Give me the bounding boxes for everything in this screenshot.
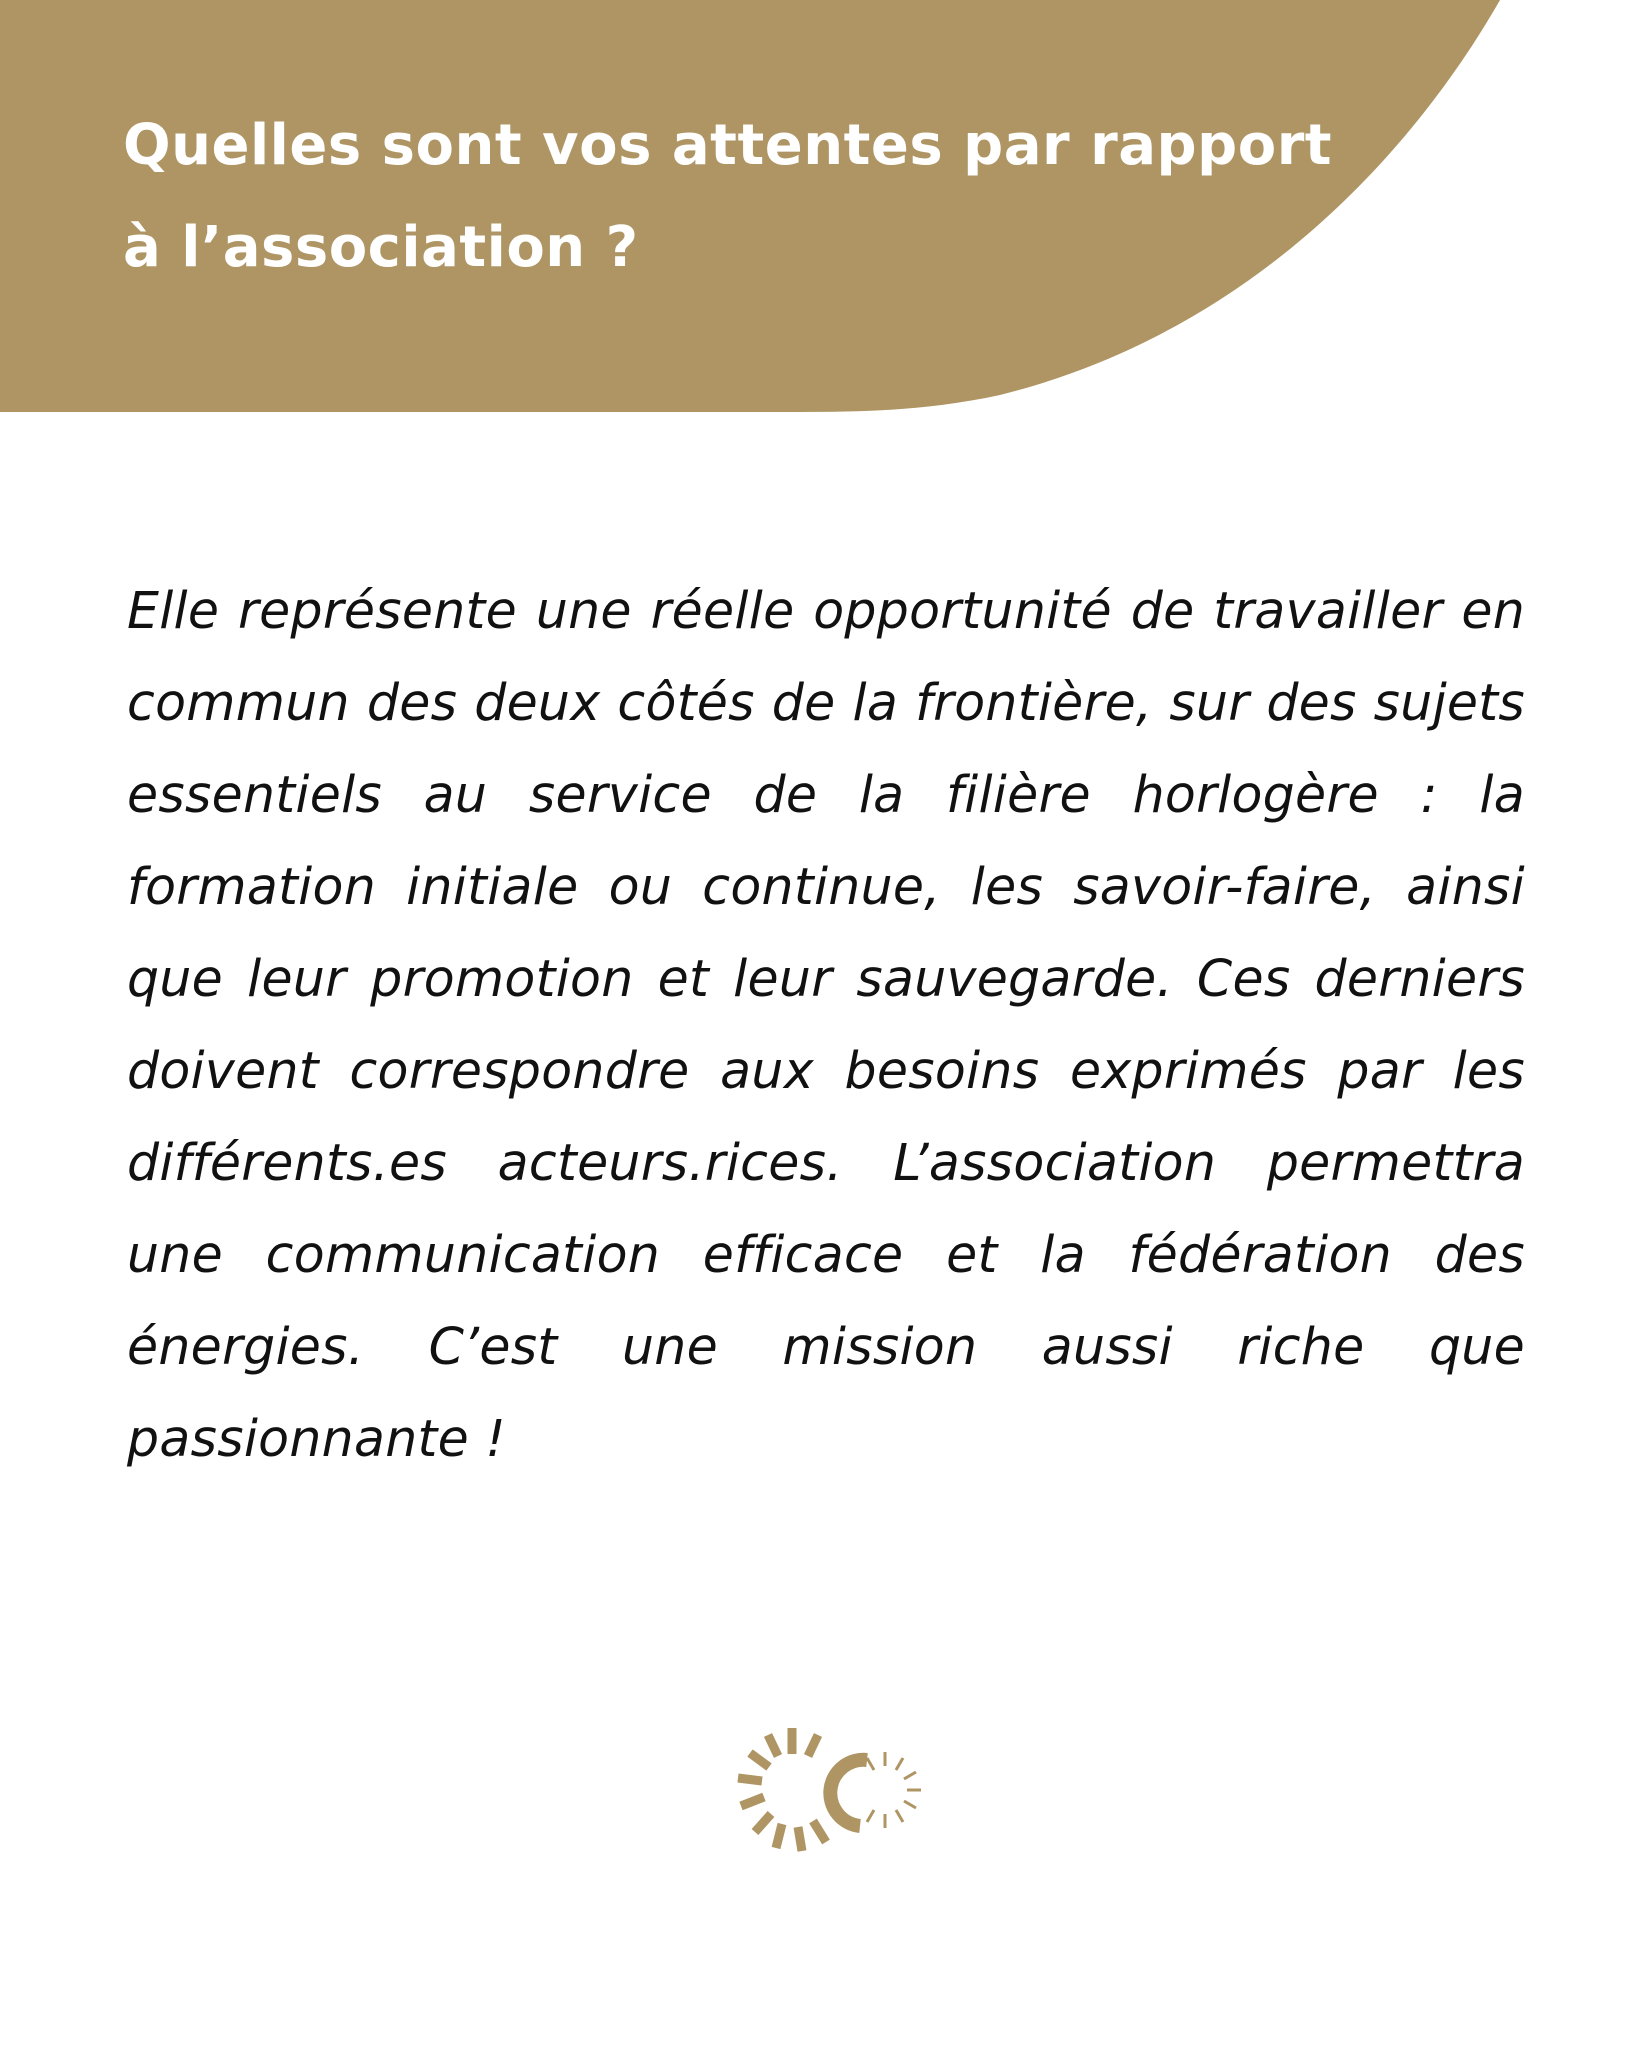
answer-paragraph: Elle représente une réelle opportunité de travailler en commun des deux côtés de la frontière, sur des sujets essentiels au service de la filière horlogère : la formation initiale ou continue, les savoir-faire, ainsi que leur promotion et leur sauvegarde. Ces derniers doivent correspondre aux besoins exprimés par les différents.es acteurs.rices. L’association permettra une communication efficace et la fédération des énergies. C’est une mission aussi riche que passionnante ! (127, 581, 1525, 1468)
sun-clock-logo-icon (710, 1720, 950, 1900)
question-heading: Quelles sont vos attentes par rapport à l’association ? (123, 113, 1333, 280)
